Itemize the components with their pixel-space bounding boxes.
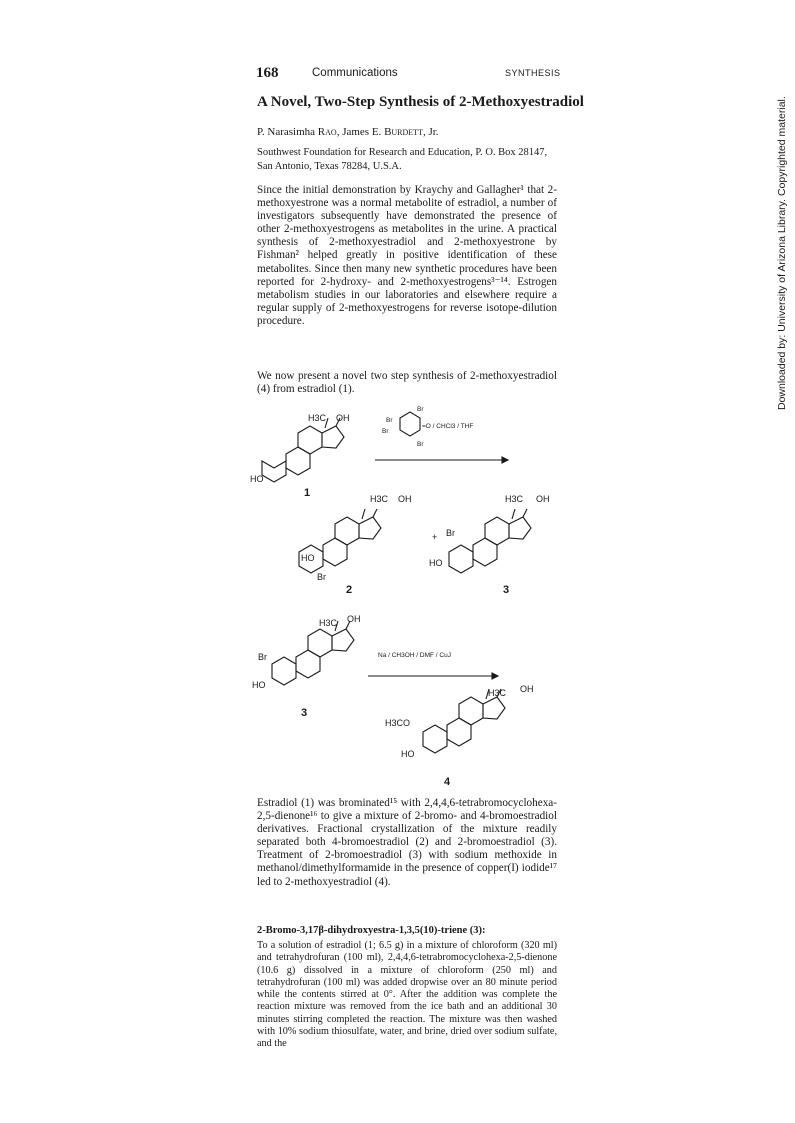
compound-3b-number: 3 [301,707,308,719]
author-2-surname: Burdett [384,126,423,138]
author-line [257,126,439,138]
c2-ho-label: HO [301,553,315,563]
compound-4-number: 4 [444,776,451,788]
c3b-br-label: Br [258,652,267,662]
compound-2-number: 2 [346,584,353,596]
compound-4-structure [423,689,505,753]
c1-ho-label: HO [250,474,264,484]
plus-sign: + [432,532,438,542]
reaction-scheme [240,400,550,795]
c2-oh-label: OH [398,494,412,504]
reagent-br-left-1: Br [386,417,393,424]
experimental-heading: 2-Bromo-3,17β-dihydroxyestra-1,3,5(10)-triene (3): [257,925,486,936]
c3b-ho-label: HO [252,680,266,690]
authors-part-3: , Jr. [422,126,439,138]
compound-2-structure [299,509,381,573]
results-paragraph: Estradiol (1) was brominated¹⁵ with 2,4,4,6-tetrabromocyclohexa-2,5-dienone¹⁶ to give a mixture of 2-bromo- and 4-bromoestradiol derivatives. Fractional crystallization of the mixture readily separated both 4-bromoestradiol (2) and 2-bromoestradiol (3). Treatment of 2-bromoestradiol (3) with sodium methoxide in methanol/dimethylformamide in the presence of copper(I) iodide¹⁷ led to 2-methoxyestradiol (4). [257,797,557,888]
reagent-br-top: Br [417,406,424,413]
download-watermark: Downloaded by: University of Arizona Library. Copyrighted material. [776,96,788,410]
page-number: 168 [256,65,279,81]
journal-name: SYNTHESIS [505,68,561,78]
affiliation: Southwest Foundation for Research and Education, P. O. Box 28147, San Antonio, Texas 78284, U.S.A. [257,147,548,172]
compound-3a-number: 3 [503,584,510,596]
c3a-oh-label: OH [536,494,550,504]
reagent-2-conditions: Na / CH3OH / DMF / CuJ [378,652,451,659]
intro-paragraph: Since the initial demonstration by Kraychy and Gallagher¹ that 2-methoxyestrone was a normal metabolite of estradiol, a number of investigators subsequently have demonstrated the presence of other 2-methoxyestrogens as metabolites in the urine. A practical synthesis of 2-methoxyestradiol and 2-methoxyestrone by Fishman² helped greatly in positive identification of these metabolites. Since then many new synthetic procedures have been reported for 2-hydroxy- and 2-methoxyestrogens³⁻¹⁴. Estrogen metabolism studies in our laboratories and elsewhere require a regular supply of 2-methoxyestrogens for reverse isotope-dilution procedure. [257,184,557,327]
c2-h3c-label: H3C [370,494,389,504]
section-name: Communications [312,67,398,79]
reagent-br-bottom: Br [417,441,424,448]
article-title: A Novel, Two-Step Synthesis of 2-Methoxyestradiol [257,94,584,110]
c4-ho-label: HO [401,749,415,759]
c3b-oh-label: OH [347,614,361,624]
c3a-h3c-label: H3C [505,494,524,504]
c3a-br-label: Br [446,528,455,538]
c1-oh-label: OH [336,413,350,423]
authors-part-2: , James E. [336,126,385,138]
author-1-surname: Rao [317,126,337,138]
c4-h3c-label: H3C [488,688,507,698]
authors-part-1: P. Narasimha [257,126,318,138]
compound-3a-structure [449,509,531,573]
c1-h3c-label: H3C [308,413,327,423]
compound-1-structure [262,418,344,482]
compound-3b-structure [272,621,354,685]
compound-1-number: 1 [304,487,311,499]
c3b-h3c-label: H3C [319,618,338,628]
reagent-br-left-2: Br [382,428,389,435]
c3a-ho-label: HO [429,558,443,568]
reagent-1-conditions: =O / CHCl3 / THF [422,423,474,430]
c2-br-label: Br [317,572,326,582]
tetrabromo-dienone-ring [400,412,420,436]
scheme-intro-paragraph: We now present a novel two step synthesis of 2-methoxyestradiol (4) from estradiol (1). [257,370,557,396]
experimental-text: To a solution of estradiol (1; 6.5 g) in a mixture of chloroform (320 ml) and tetrahydrofuran (100 ml), 2,4,4,6-tetrabromocyclohexa-2,5-dienone (10.6 g) dissolved in a mixture of chloroform (250 ml) and tetrahydrofuran (100 ml) was added dropwise over an 80 minute period while the contents stirred at 0°. After the addition was complete the reaction mixture was removed from the ice bath and an additional 30 minutes stirring completed the reaction. The mixture was then washed with 10% sodium thiosulfate, water, and brine, dried over sodium sulfate, and the [257,940,557,1050]
c4-h3co-label: H3CO [385,718,411,728]
c4-oh-label: OH [520,684,534,694]
